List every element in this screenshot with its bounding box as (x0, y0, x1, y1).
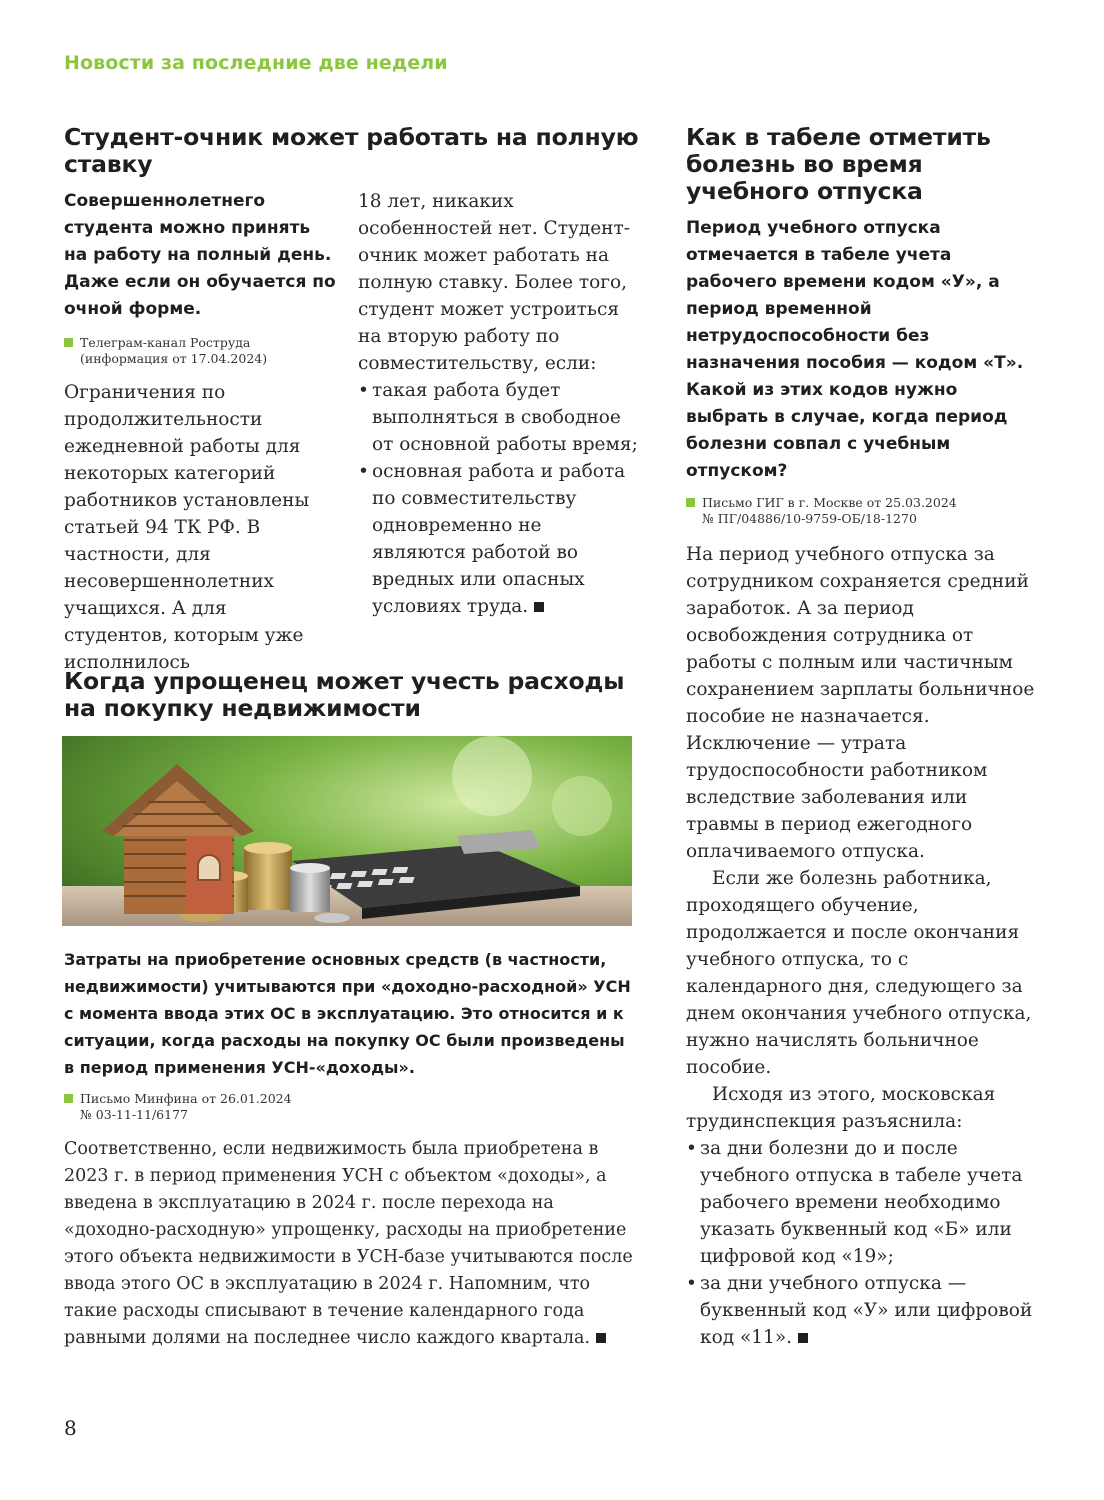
house-coins-calculator-illustration (62, 736, 632, 926)
article-3-para-1: На период учебного отпуска за сотрудником сохраняется средний заработок. А за период освобождения сотрудника от работы с полным или частичным сохранением зарплаты больничное пособие не назначается. Исключение — утрата трудоспособности работником вследствие заболевания или травмы в период ежегодного оплачиваемого отпуска. (686, 544, 1035, 862)
article-3-col (686, 124, 1036, 1351)
article-2-title: Когда упрощенец может учесть расходы на покупку недвижимости (64, 667, 625, 722)
article-1-source (64, 335, 336, 367)
article-3-bullet-2: • за дни учебного отпуска — буквенный код «У» или цифровой код «11». (686, 1270, 1036, 1351)
article-3-source (686, 495, 1036, 527)
article-1-lead: Совершеннолетнего студента можно принять на работу на полный день. Даже если он обучается по очной форме. (64, 191, 336, 319)
article-1-source-line-2: (информация от 17.04.2024) (80, 351, 268, 366)
article-2-source-line-2: № 03-11-11/6177 (80, 1107, 188, 1122)
article-3-lead: Период учебного отпуска отмечается в табеле учета рабочего времени кодом «У», а период временной нетрудоспособности без назначения пособия — кодом «Т». Какой из этих кодов нужно выбрать в случае, когда период болезни совпал с учебным отпуском? (686, 218, 1024, 481)
article-2-body-wrap (64, 1136, 636, 1352)
article-3-source-line-1: Письмо ГИГ в г. Москве от 25.03.2024 (702, 495, 957, 510)
article-3-bullet-list (686, 1135, 1036, 1351)
article-1-body-col-2: 18 лет, никаких особенностей нет. Студент-очник может работать на полную ставку. Более того, студент может устроиться на вторую работу по совместительству, если: (358, 191, 630, 374)
article-3-para-3: Исходя из этого, московская трудинспекция разъяснила: (686, 1084, 996, 1132)
article-1-bullet-2: • основная работа и работа по совместительству одновременно не являются работой во вредных или опасных условиях труда. (358, 458, 638, 620)
article-1-col-2 (358, 188, 638, 620)
article-2-title-wrap (64, 668, 644, 722)
article-2-lead-wrap (64, 946, 634, 1123)
article-1-title: Студент-очник может работать на полную ставку (64, 123, 639, 178)
article-2-photo (62, 736, 632, 926)
section-label: Новости за последние две недели (64, 52, 448, 74)
article-3-bullet-1: • за дни болезни до и после учебного отпуска в табеле учета рабочего времени необходимо указать буквенный код «Б» или цифровой код «19»; (686, 1135, 1036, 1270)
article-1-bullet-1: • такая работа будет выполняться в свободное от основной работы время; (358, 377, 638, 458)
article-3-source-line-2: № ПГ/04886/10-9759-ОБ/18-1270 (702, 511, 917, 526)
article-2-source (64, 1091, 634, 1123)
page-number: 8 (64, 1416, 77, 1440)
article-2-source-line-1: Письмо Минфина от 26.01.2024 (80, 1091, 292, 1106)
article-3-title: Как в табеле отметить болезнь во время учебного отпуска (686, 123, 991, 205)
article-2-lead: Затраты на приобретение основных средств (в частности, недвижимости) учитываются при «доходно-расходной» УСН с момента ввода этих ОС в эксплуатацию. Это относится и к ситуации, когда расходы на покупку ОС были произведены в период применения УСН-«доходы». (64, 950, 631, 1077)
article-1-title-wrap (64, 124, 644, 178)
article-1-col-1 (64, 188, 336, 676)
article-1-bullet-list (358, 377, 638, 620)
article-3-para-2: Если же болезнь работника, проходящего обучение, продолжается и после окончания учебного отпуска, то с календарного дня, следующего за днем окончания учебного отпуска, нужно начислять больничное пособие. (686, 868, 1032, 1078)
article-1-source-line-1: Телеграм-канал Роструда (80, 335, 251, 350)
article-1-body-col-1: Ограничения по продолжительности ежедневной работы для некоторых категорий работников установлены статьей 94 ТК РФ. В частности, для несовершеннолетних учащихся. А для студентов, которым уже исполнилось (64, 382, 310, 673)
article-2-body: Соответственно, если недвижимость была приобретена в 2023 г. в период применения УСН с объектом «доходы», а введена в эксплуатацию в 2024 г. после перехода на «доходно-расходную» упрощенку, расходы на приобретение этого объекта недвижимости в УСН-базе учитываются после ввода этого ОС в эксплуатацию в 2024 г. Напомним, что такие расходы списывают в течение календарного года равными долями на последнее число каждого квартала. (64, 1136, 636, 1352)
